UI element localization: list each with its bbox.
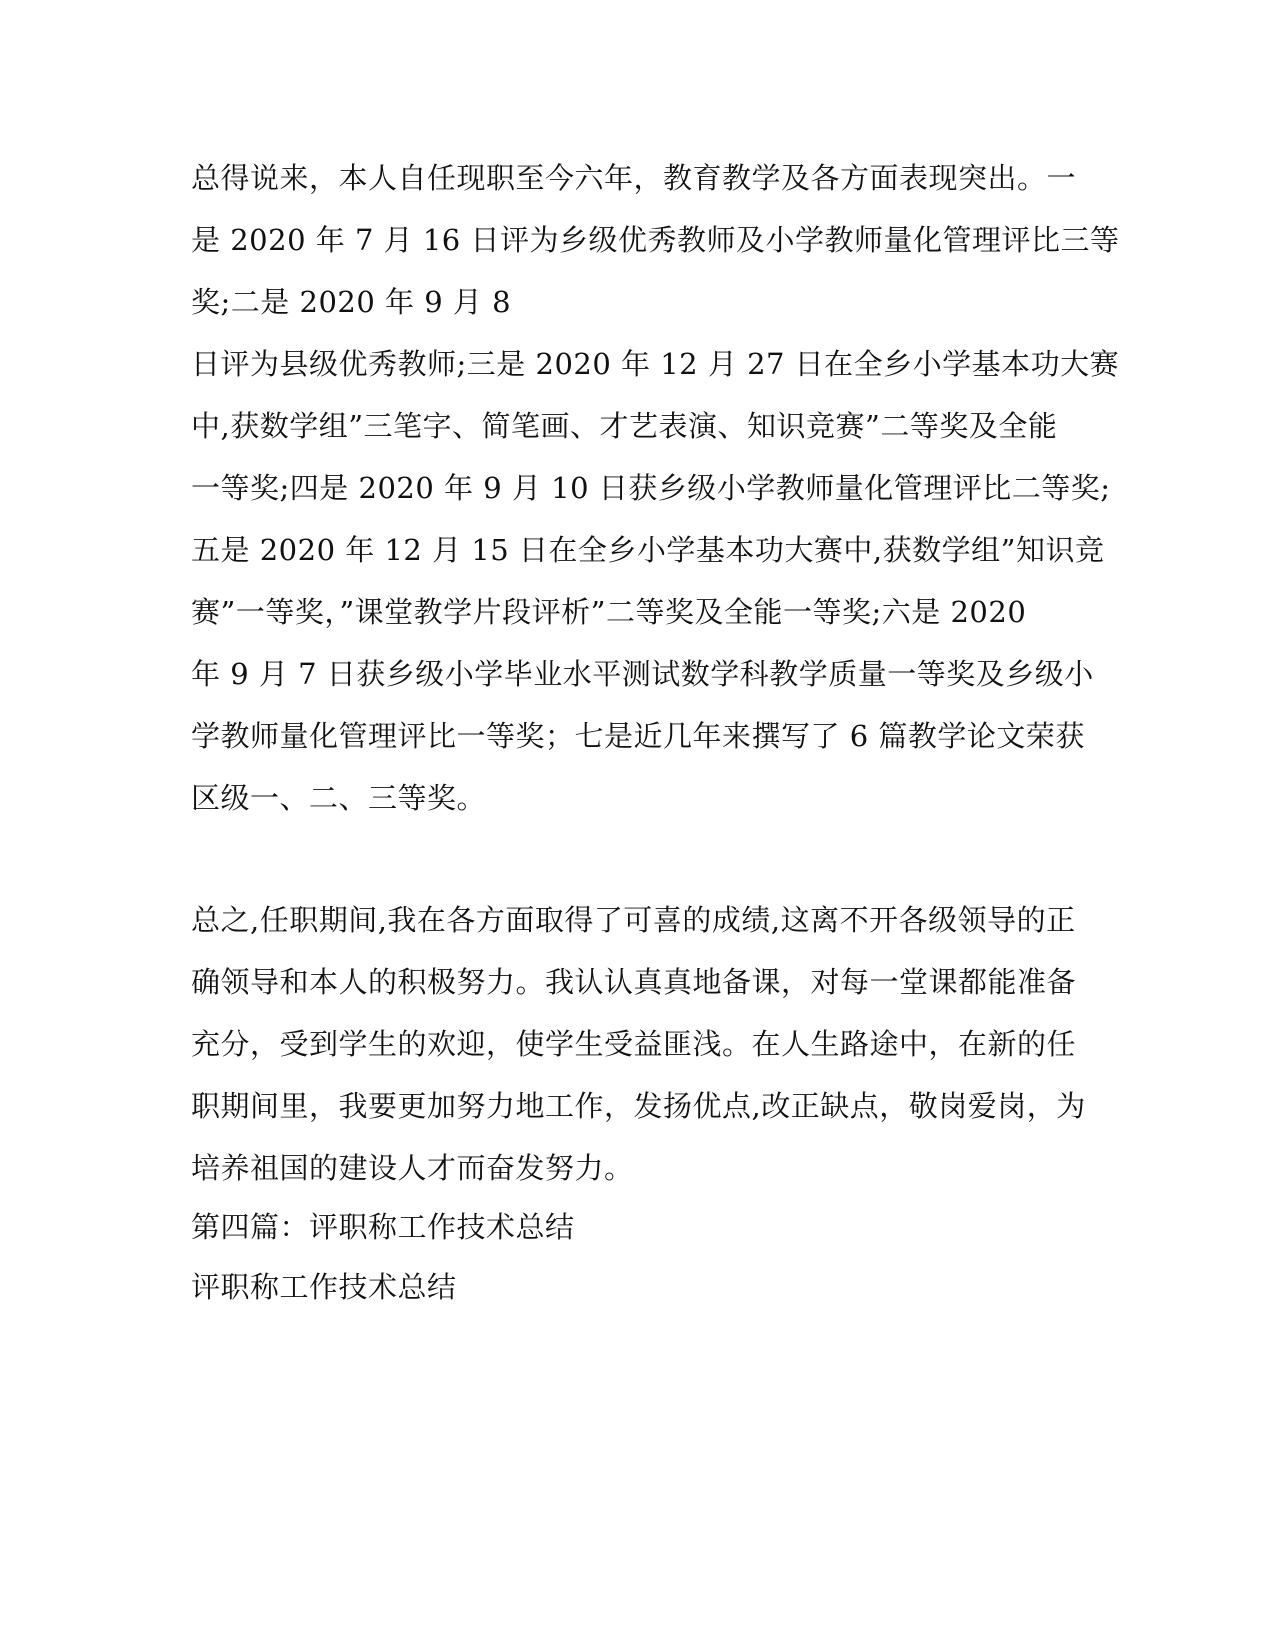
section-title: 评职称工作技术总结 — [191, 1270, 457, 1304]
text-line: 年 9 月 7 日获乡级小学毕业水平测试数学科教学质量一等奖及乡级小 — [191, 657, 1094, 691]
text-line: 日评为县级优秀教师;三是 2020 年 12 月 27 日在全乡小学基本功大赛 — [191, 347, 1120, 381]
text-line: 总得说来，本人自任现职至今六年，教育教学及各方面表现突出。一 — [191, 161, 1077, 195]
text-line: 区级一、二、三等奖。 — [191, 781, 487, 815]
text-line: 培养祖国的建设人才而奋发努力。 — [191, 1151, 634, 1185]
section-heading: 第四篇：评职称工作技术总结 — [191, 1210, 575, 1244]
text-line: 是 2020 年 7 月 16 日评为乡级优秀教师及小学教师量化管理评比三等 — [191, 223, 1120, 257]
text-line: 一等奖;四是 2020 年 9 月 10 日获乡级小学教师量化管理评比二等奖; — [191, 471, 1111, 505]
text-line: 五是 2020 年 12 月 15 日在全乡小学基本功大赛中,获数学组”知识竞 — [191, 533, 1105, 567]
text-line: 中,获数学组”三笔字、简笔画、才艺表演、知识竞赛”二等奖及全能 — [191, 409, 1058, 443]
text-line: 总之,任职期间,我在各方面取得了可喜的成绩,这离不开各级领导的正 — [191, 903, 1076, 937]
text-line: 充分，受到学生的欢迎，使学生受益匪浅。在人生路途中，在新的任 — [191, 1027, 1077, 1061]
text-line: 学教师量化管理评比一等奖；七是近几年来撰写了 6 篇教学论文荣获 — [191, 719, 1085, 753]
text-line: 赛”一等奖，”课堂教学片段评析”二等奖及全能一等奖;六是 2020 — [191, 595, 1027, 629]
text-line: 确领导和本人的积极努力。我认认真真地备课，对每一堂课都能准备 — [191, 965, 1077, 999]
text-line: 职期间里，我要更加努力地工作，发扬优点,改正缺点，敬岗爱岗，为 — [191, 1089, 1086, 1123]
text-line: 奖;二是 2020 年 9 月 8 — [191, 285, 512, 319]
